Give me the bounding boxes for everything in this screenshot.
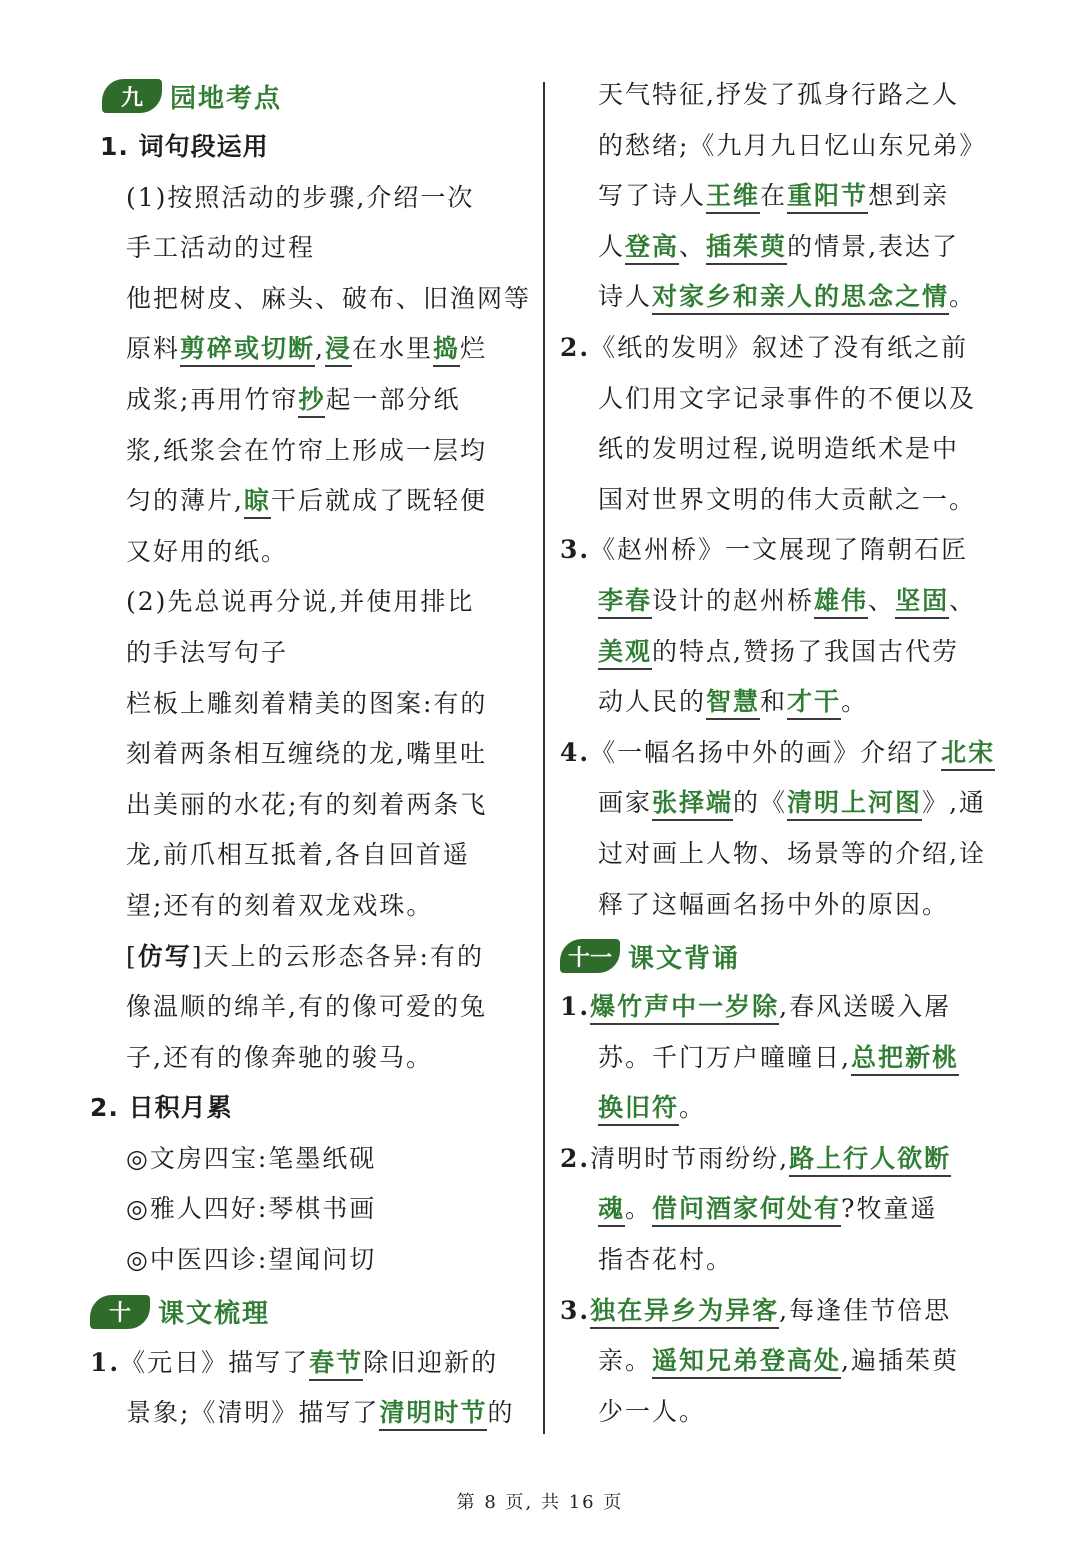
section-10-header (90, 1286, 530, 1338)
t2-line: 国对世界文明的伟大贡献之一。 (598, 484, 977, 514)
column-divider (543, 82, 545, 1434)
item-number: 2. (560, 1143, 591, 1173)
keyword: 重阳节 (787, 181, 868, 214)
section-10-title: 课文梳理 (158, 1299, 271, 1330)
t1-cont-line: 的愁绪;《九月九日忆山东兄弟》 (598, 130, 987, 160)
text: 《纸的发明》叙述了没有纸之前 (590, 332, 969, 362)
text: 清明时节雨纷纷, (590, 1143, 790, 1173)
text: 。 (679, 1093, 707, 1123)
p1-line: 手工活动的过程 (126, 233, 316, 263)
keyword: 晾 (244, 486, 271, 519)
list-item: ◎中医四诊:望闻问切 (126, 1245, 377, 1275)
t4-line (560, 728, 1000, 779)
t1-line (90, 1338, 530, 1389)
text: 成浆;再用竹帘 (126, 384, 299, 414)
text: 。 (841, 687, 869, 717)
keyword: 抄 (298, 385, 325, 418)
keyword: 才干 (787, 687, 841, 720)
text: , (315, 334, 325, 364)
text: 人 (598, 231, 626, 261)
text: 《一幅名扬中外的画》介绍了 (590, 737, 942, 767)
keyword: 浸 (325, 334, 352, 367)
t1-cont-line (560, 222, 1000, 273)
item-number: 1. (90, 1347, 121, 1377)
keyword: 魂 (598, 1194, 625, 1227)
keyword: 李春 (598, 586, 652, 619)
t2-line (560, 323, 1000, 374)
r2-line (560, 1134, 1000, 1185)
p1-line (90, 324, 530, 375)
t3-line (560, 677, 1000, 728)
p2-line: 望;还有的刻着双龙戏珠。 (126, 890, 434, 920)
r2-line: 指杏花村。 (598, 1245, 734, 1275)
left-column (90, 70, 530, 1439)
text: 》,通 (922, 788, 987, 818)
text: 《赵州桥》一文展现了隋朝石匠 (590, 535, 969, 565)
text: 、 (868, 585, 896, 615)
item-number: 2. (560, 332, 591, 362)
section-11-title: 课文背诵 (628, 943, 741, 974)
q2-heading: 2. 日积月累 (90, 1093, 233, 1123)
section-10-badge: 十 (90, 1295, 150, 1329)
keyword: 春节 (309, 1348, 363, 1381)
keyword: 路上行人欲断 (789, 1144, 951, 1177)
text: 干后就成了既轻便 (270, 486, 487, 516)
text: 景象;《清明》描写了 (126, 1398, 380, 1428)
imitation-label: 仿写 (137, 941, 192, 971)
p2-line: 的手法写句子 (126, 637, 289, 667)
p1-line: 浆,纸浆会在竹帘上形成一层均 (126, 435, 487, 465)
r1-line (560, 1033, 1000, 1084)
text: ,每逢佳节倍思 (779, 1295, 952, 1325)
t2-line: 纸的发明过程,说明造纸术是中 (598, 434, 959, 464)
text: 、 (679, 231, 707, 261)
keyword: 换旧符 (598, 1093, 679, 1126)
text: 烂 (460, 334, 488, 364)
t4-line: 过对画上人物、场景等的介绍,诠 (598, 838, 986, 868)
t3-line (560, 525, 1000, 576)
keyword: 剪碎或切断 (180, 334, 315, 367)
section-11-header (560, 930, 1000, 982)
section-9-badge: 九 (102, 79, 162, 113)
item-number: 1. (560, 992, 591, 1022)
right-column (560, 70, 1000, 1437)
text: ?牧童遥 (841, 1194, 938, 1224)
r3-line (560, 1286, 1000, 1337)
t4-line (560, 778, 1000, 829)
item-number: 3. (560, 1295, 591, 1325)
p1-line: (1)按照活动的步骤,介绍一次 (126, 182, 475, 212)
keyword: 坚固 (895, 586, 949, 619)
section-11-badge: 十一 (560, 939, 620, 973)
p2-line: (2)先总说再分说,并使用排比 (126, 587, 475, 617)
text: ,春风送暖入屠 (779, 992, 952, 1022)
text: 的《 (733, 788, 788, 818)
keyword: 智慧 (706, 687, 760, 720)
text: 在水里 (352, 334, 434, 364)
text: ,遍插茱萸 (841, 1346, 959, 1376)
p2-line: 子,还有的像奔驰的骏马。 (126, 1042, 433, 1072)
text: 和 (760, 687, 788, 717)
r3-line (560, 1336, 1000, 1387)
r2-line (560, 1184, 1000, 1235)
keyword: 总把新桃 (851, 1043, 959, 1076)
p1-line: 又好用的纸。 (126, 536, 289, 566)
text: 的特点,赞扬了我国古代劳 (652, 636, 959, 666)
p2-line: 龙,前爪相互抵着,各自回首遥 (126, 840, 470, 870)
p1-line (90, 375, 530, 426)
r1-line (560, 982, 1000, 1033)
list-item: ◎雅人四好:琴棋书画 (126, 1194, 377, 1224)
t3-line (560, 576, 1000, 627)
keyword: 捣 (433, 334, 460, 367)
keyword: 清明时节 (379, 1398, 487, 1431)
text: 的情景,表达了 (787, 231, 960, 261)
text: 设计的赵州桥 (652, 585, 815, 615)
page-footer: 第 8 页, 共 16 页 (456, 1492, 624, 1513)
section-9-title: 园地考点 (170, 83, 283, 114)
section-9-header (102, 70, 530, 122)
t1-cont-line (560, 272, 1000, 323)
r1-line (560, 1083, 1000, 1134)
text: 苏。千门万户曈曈日, (598, 1042, 851, 1072)
text: 想到亲 (868, 181, 950, 211)
text: 写了诗人 (598, 181, 707, 211)
q1-heading: 1. 词句段运用 (100, 132, 269, 161)
t4-line: 释了这幅画名扬中外的原因。 (598, 889, 950, 919)
t2-line: 人们用文字记录事件的不便以及 (598, 383, 977, 413)
keyword: 对家乡和亲人的思念之情 (652, 282, 949, 315)
p1-line (90, 476, 530, 527)
item-number: 3. (560, 535, 591, 565)
text: 。 (949, 282, 977, 312)
item-number: 4. (560, 737, 591, 767)
keyword: 清明上河图 (787, 788, 922, 821)
keyword: 美观 (598, 637, 652, 670)
keyword: 独在异乡为异客 (590, 1296, 779, 1329)
text: 起一部分纸 (325, 384, 461, 414)
keyword: 北宋 (941, 738, 995, 771)
p2-line (90, 932, 530, 983)
text: [ (126, 941, 138, 971)
t3-line (560, 627, 1000, 678)
p2-line: 出美丽的水花;有的刻着两条飞 (126, 789, 488, 819)
text: 在 (760, 181, 788, 211)
keyword: 王维 (706, 181, 760, 214)
keyword: 张择端 (652, 788, 733, 821)
text: 的 (487, 1398, 515, 1428)
text: 、 (949, 585, 977, 615)
text: ]天上的云形态各异:有的 (191, 941, 484, 971)
t1-cont-line: 天气特征,抒发了孤身行路之人 (598, 80, 959, 109)
text: 亲。 (598, 1346, 653, 1376)
keyword: 借问酒家何处有 (652, 1194, 841, 1227)
keyword: 爆竹声中一岁除 (590, 992, 779, 1025)
keyword: 雄伟 (814, 586, 868, 619)
text: 原料 (126, 334, 181, 364)
p2-line: 刻着两条相互缠绕的龙,嘴里吐 (126, 739, 487, 769)
t1-line (90, 1388, 530, 1439)
p2-line: 像温顺的绵羊,有的像可爱的兔 (126, 992, 487, 1022)
t1-cont-line (560, 171, 1000, 222)
p1-line: 他把树皮、麻头、破布、旧渔网等 (126, 283, 532, 313)
text: 除旧迎新的 (363, 1347, 499, 1377)
keyword: 插茱萸 (706, 232, 787, 265)
text: 《元日》描写了 (120, 1347, 310, 1377)
text: 。 (625, 1194, 653, 1224)
p2-line: 栏板上雕刻着精美的图案:有的 (126, 688, 488, 718)
text: 画家 (598, 788, 653, 818)
keyword: 登高 (625, 232, 679, 265)
keyword: 遥知兄弟登高处 (652, 1346, 841, 1379)
text: 动人民的 (598, 687, 707, 717)
text: 诗人 (598, 282, 653, 312)
r3-line: 少一人。 (598, 1396, 707, 1426)
list-item: ◎文房四宝:笔墨纸砚 (126, 1143, 377, 1173)
text: 匀的薄片, (126, 486, 244, 516)
